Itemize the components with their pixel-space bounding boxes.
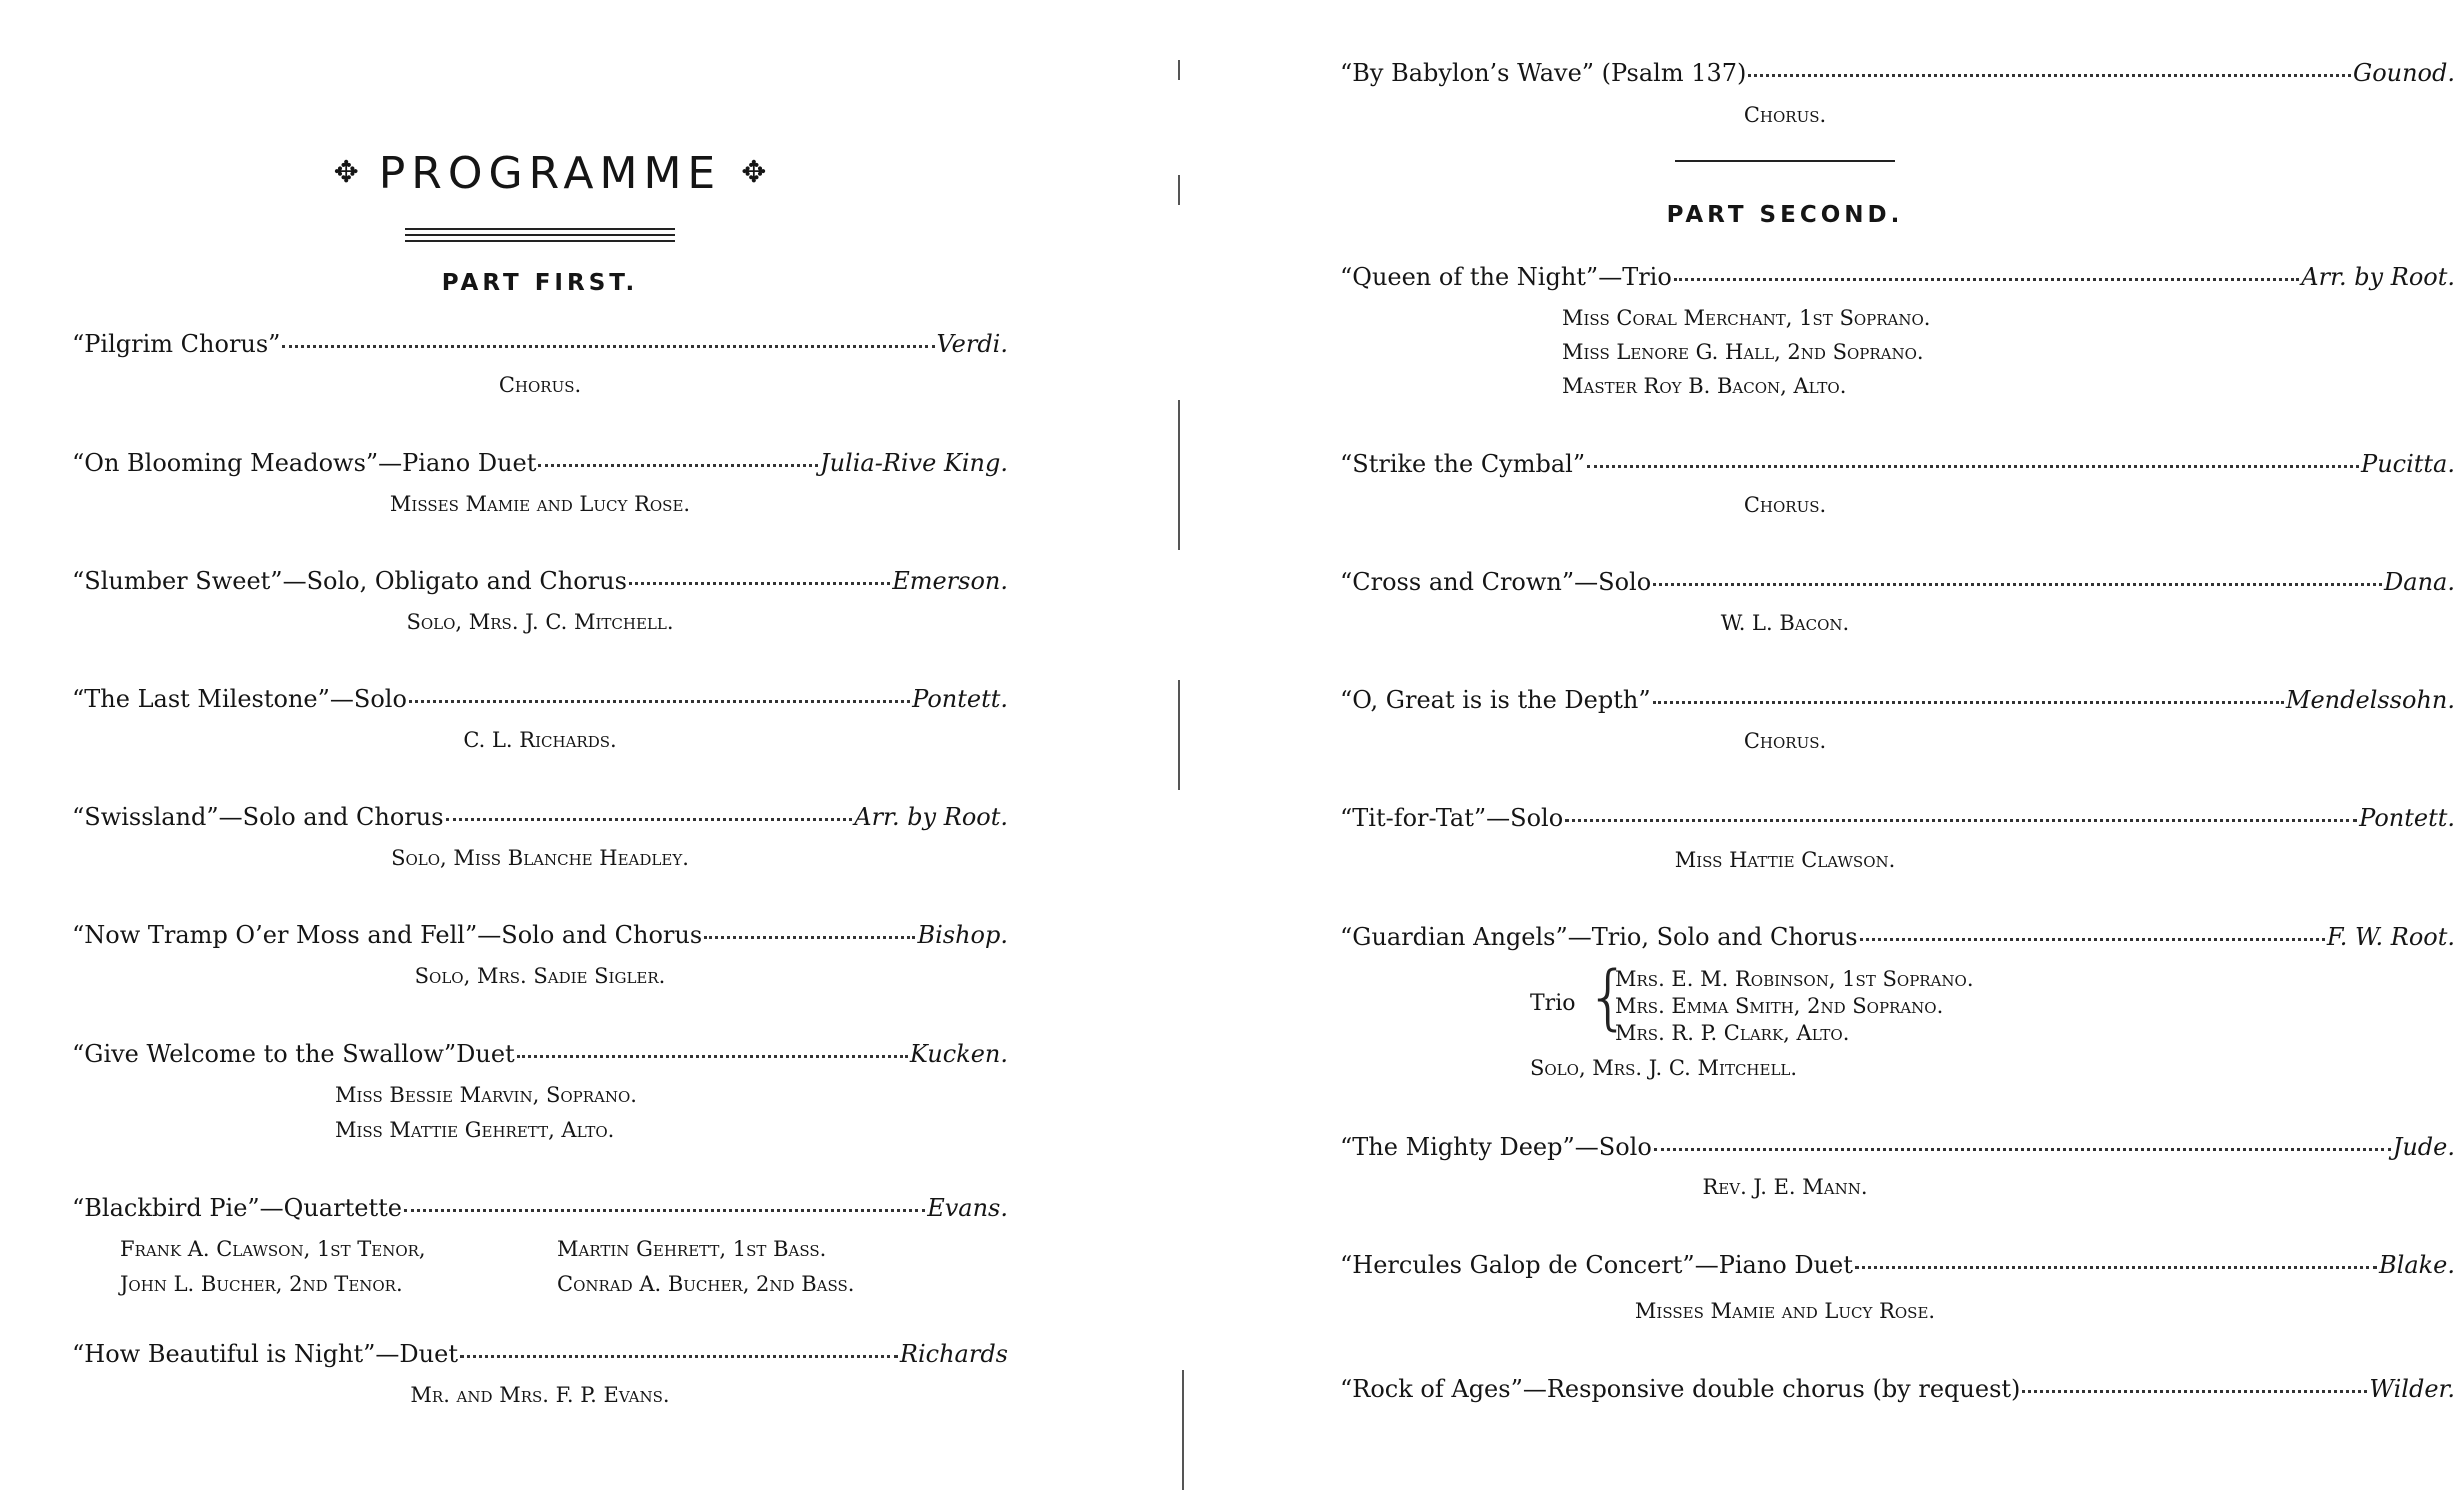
- program-entry: [1340, 1374, 2455, 1404]
- dot-leader: [1654, 1148, 2391, 1151]
- performer: Miss Mattie Gehrett, Alto.: [335, 1118, 615, 1142]
- program-entry: [1340, 567, 2455, 597]
- piece-title: “Guardian Angels”—Trio, Solo and Chorus: [1340, 923, 1858, 951]
- dot-leader: [2022, 1390, 2367, 1393]
- program-entry: [1340, 685, 2455, 715]
- piece-title: “Hercules Galop de Concert”—Piano Duet: [1340, 1251, 1853, 1279]
- performer: Mrs. E. M. Robinson, 1st Soprano.: [1615, 967, 1974, 991]
- piece-title: “The Mighty Deep”—Solo: [1340, 1133, 1652, 1161]
- composer: Blake.: [2379, 1251, 2455, 1279]
- ornament-left-icon: ✥: [333, 155, 359, 190]
- program-entry: [72, 684, 1008, 714]
- section-divider: [1675, 160, 1895, 162]
- performer: Mrs. Emma Smith, 2nd Soprano.: [1615, 994, 1944, 1018]
- program-entry: [72, 329, 1008, 359]
- dot-leader: [517, 1055, 908, 1058]
- composer: Gounod.: [2353, 59, 2455, 87]
- piece-title: “O, Great is is the Depth”: [1340, 686, 1651, 714]
- dot-leader: [1674, 278, 2299, 281]
- right-page: [1180, 0, 2455, 1504]
- program-entry: [72, 920, 1008, 950]
- dot-leader: [460, 1355, 898, 1358]
- ornament-right-icon: ✥: [741, 155, 767, 190]
- performer: Miss Lenore G. Hall, 2nd Soprano.: [1562, 340, 1924, 364]
- programme-title: [200, 148, 900, 199]
- composer: Verdi.: [936, 330, 1008, 358]
- performer: Chorus.: [498, 373, 582, 397]
- piece-title: “The Last Milestone”—Solo: [72, 685, 407, 713]
- piece-title: “Blackbird Pie”—Quartette: [72, 1194, 402, 1222]
- composer: Jude.: [2392, 1133, 2455, 1161]
- trio-label: Trio: [1530, 991, 1576, 1016]
- performer: Miss Bessie Marvin, Soprano.: [335, 1083, 637, 1107]
- performer: Mrs. R. P. Clark, Alto.: [1615, 1021, 1850, 1045]
- program-entry: [1340, 449, 2455, 479]
- composer: Arr. by Root.: [854, 803, 1008, 831]
- performer: Solo, Mrs. J. C. Mitchell.: [1530, 1056, 1798, 1080]
- piece-title: “Now Tramp O’er Moss and Fell”—Solo and Chorus: [72, 921, 703, 949]
- piece-title: “Cross and Crown”—Solo: [1340, 568, 1652, 596]
- dot-leader: [409, 700, 910, 703]
- dot-leader: [282, 345, 934, 348]
- composer: F. W. Root.: [2326, 923, 2455, 951]
- part-second-heading: PART SECOND.: [1666, 202, 1904, 228]
- composer: Arr. by Root.: [2301, 263, 2455, 291]
- composer: Kucken.: [909, 1040, 1008, 1068]
- program-entry: [72, 1193, 1008, 1223]
- piece-title: “Tit-for-Tat”—Solo: [1340, 804, 1564, 832]
- program-entry: [72, 1039, 1008, 1069]
- dot-leader: [1653, 583, 2382, 586]
- program-entry: [1340, 58, 2455, 88]
- program-entry: [1340, 1132, 2455, 1162]
- performer: Martin Gehrett, 1st Bass.: [557, 1237, 827, 1261]
- composer: Pontett.: [912, 685, 1008, 713]
- programme-title-text: PROGRAMME: [378, 148, 722, 199]
- performer: Mr. and Mrs. F. P. Evans.: [410, 1383, 670, 1407]
- dot-leader: [1587, 465, 2359, 468]
- title-rule: [405, 234, 675, 236]
- performer: C. L. Richards.: [463, 728, 617, 752]
- composer: Pucitta.: [2361, 450, 2455, 478]
- performer: Conrad A. Bucher, 2nd Bass.: [557, 1272, 855, 1296]
- performer: Chorus.: [1743, 103, 1827, 127]
- performer: Chorus.: [1743, 729, 1827, 753]
- composer: Dana.: [2384, 568, 2455, 596]
- title-rule: [405, 240, 675, 242]
- piece-title: “Rock of Ages”—Responsive double chorus (by request): [1340, 1375, 2021, 1403]
- performer: Master Roy B. Bacon, Alto.: [1562, 374, 1847, 398]
- dot-leader: [1748, 74, 2351, 77]
- performer: Chorus.: [1743, 493, 1827, 517]
- left-page: [0, 0, 1170, 1504]
- dot-leader: [1855, 1266, 2377, 1269]
- piece-title: “Give Welcome to the Swallow”Duet: [72, 1040, 515, 1068]
- program-entry: [1340, 1250, 2455, 1280]
- piece-title: “How Beautiful is Night”—Duet: [72, 1340, 458, 1368]
- dot-leader: [1653, 701, 2284, 704]
- piece-title: “Swissland”—Solo and Chorus: [72, 803, 444, 831]
- dot-leader: [629, 582, 890, 585]
- dot-leader: [704, 936, 915, 939]
- performer: Misses Mamie and Lucy Rose.: [1634, 1299, 1936, 1323]
- performer: John L. Bucher, 2nd Tenor.: [120, 1272, 403, 1296]
- performer: Solo, Mrs. Sadie Sigler.: [414, 964, 666, 988]
- composer: Pontett.: [2359, 804, 2455, 832]
- piece-title: “On Blooming Meadows”—Piano Duet: [72, 449, 537, 477]
- dot-leader: [404, 1209, 925, 1212]
- part-first-heading: PART FIRST.: [441, 270, 639, 296]
- program-entry: [72, 1339, 1008, 1369]
- performer: Rev. J. E. Mann.: [1702, 1175, 1868, 1199]
- dot-leader: [446, 818, 853, 821]
- composer: Bishop.: [917, 921, 1008, 949]
- program-entry: [1340, 922, 2455, 952]
- composer: Wilder.: [2369, 1375, 2455, 1403]
- performer: Miss Hattie Clawson.: [1674, 848, 1896, 872]
- composer: Mendelssohn.: [2285, 686, 2455, 714]
- piece-title: “By Babylon’s Wave” (Psalm 137): [1340, 59, 1747, 87]
- title-rule: [405, 228, 675, 230]
- piece-title: “Pilgrim Chorus”: [72, 330, 281, 358]
- program-entry: [72, 566, 1008, 596]
- composer: Richards: [899, 1340, 1008, 1368]
- program-entry: [1340, 262, 2455, 292]
- performer: Solo, Mrs. J. C. Mitchell.: [406, 610, 674, 634]
- piece-title: “Strike the Cymbal”: [1340, 450, 1586, 478]
- program-entry: [72, 448, 1008, 478]
- program-entry: [72, 802, 1008, 832]
- performer: Miss Coral Merchant, 1st Soprano.: [1562, 306, 1931, 330]
- dot-leader: [1860, 938, 2325, 941]
- performer: Frank A. Clawson, 1st Tenor,: [120, 1237, 426, 1261]
- piece-title: “Slumber Sweet”—Solo, Obligato and Chorus: [72, 567, 627, 595]
- performer: Misses Mamie and Lucy Rose.: [389, 492, 691, 516]
- performer: W. L. Bacon.: [1720, 611, 1850, 635]
- composer: Julia-Rive King.: [819, 449, 1008, 477]
- brace-icon: {: [1586, 956, 1631, 1038]
- dot-leader: [538, 464, 818, 467]
- dot-leader: [1565, 819, 2357, 822]
- performer: Solo, Miss Blanche Headley.: [391, 846, 689, 870]
- composer: Evans.: [927, 1194, 1008, 1222]
- piece-title: “Queen of the Night”—Trio: [1340, 263, 1672, 291]
- composer: Emerson.: [892, 567, 1008, 595]
- program-entry: [1340, 803, 2455, 833]
